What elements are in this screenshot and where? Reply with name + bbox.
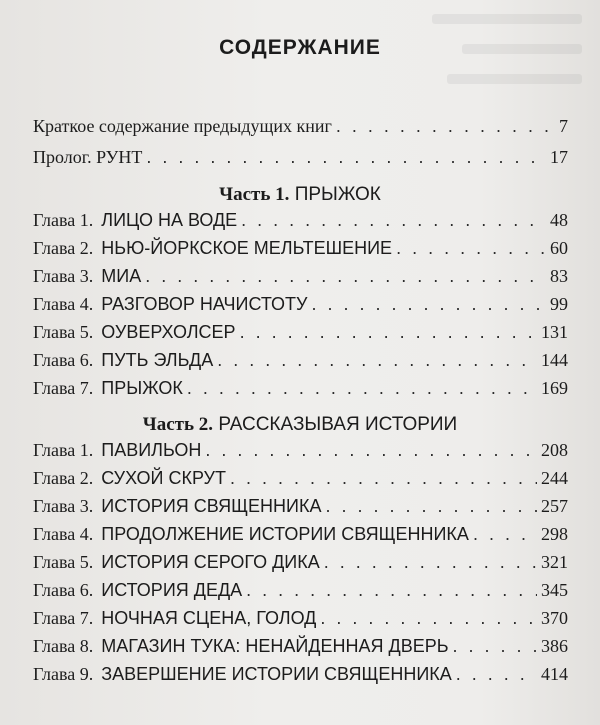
bleed-through-mark xyxy=(432,14,582,24)
leader-dots xyxy=(205,440,537,461)
leader-dots xyxy=(320,608,537,629)
part-label: Часть 2. xyxy=(142,414,214,435)
chapter-title: ПРОДОЛЖЕНИЕ ИСТОРИИ СВЯЩЕННИКА xyxy=(101,524,469,544)
page-number: 7 xyxy=(559,116,568,136)
page-number: 131 xyxy=(541,322,568,342)
page-number: 208 xyxy=(541,440,568,460)
toc-entry-chapter[interactable] xyxy=(33,580,568,606)
toc-entry-chapter[interactable] xyxy=(33,210,568,236)
chapter-title: ПРЫЖОК xyxy=(101,378,183,398)
chapter-title: НЬЮ-ЙОРКСКОЕ МЕЛЬТЕШЕНИЕ xyxy=(101,238,393,258)
page-number: 144 xyxy=(541,350,568,370)
page-number: 60 xyxy=(550,238,568,258)
leader-dots xyxy=(324,552,537,573)
part-heading xyxy=(0,184,600,206)
toc-entry-chapter[interactable] xyxy=(33,664,568,690)
chapter-title: ИСТОРИЯ ДЕДА xyxy=(101,580,243,600)
chapter-label: Глава 4. xyxy=(33,524,94,544)
chapter-title: ЗАВЕРШЕНИЕ ИСТОРИИ СВЯЩЕННИКА xyxy=(101,664,452,684)
leader-dots xyxy=(456,664,537,685)
part-title: РАССКАЗЫВАЯ ИСТОРИИ xyxy=(218,414,458,435)
toc-entry-prologue[interactable] xyxy=(33,147,568,173)
chapter-label: Глава 6. xyxy=(33,580,94,600)
chapter-label: Глава 7. xyxy=(33,378,94,398)
toc-entry-chapter[interactable] xyxy=(33,350,568,376)
chapter-label: Глава 1. xyxy=(33,210,94,230)
toc-entry-chapter[interactable] xyxy=(33,238,568,264)
leader-dots xyxy=(145,266,546,287)
leader-dots xyxy=(325,496,537,517)
leader-dots xyxy=(241,210,546,231)
toc-entry-chapter[interactable] xyxy=(33,524,568,550)
entry-title: Пролог. РУНТ xyxy=(33,147,143,167)
chapter-label: Глава 2. xyxy=(33,468,94,488)
chapter-label: Глава 3. xyxy=(33,496,94,516)
page-number: 345 xyxy=(541,580,568,600)
leader-dots xyxy=(336,116,555,137)
chapter-title: ОУВЕРХОЛСЕР xyxy=(101,322,236,342)
chapter-label: Глава 3. xyxy=(33,266,94,286)
chapter-title: ПУТЬ ЭЛЬДА xyxy=(101,350,214,370)
chapter-label: Глава 4. xyxy=(33,294,94,314)
page-number: 99 xyxy=(550,294,568,314)
chapter-title: ЛИЦО НА ВОДЕ xyxy=(101,210,238,230)
chapter-title: МИА xyxy=(101,266,142,286)
toc-entry-summary[interactable] xyxy=(33,116,568,142)
toc-entry-chapter[interactable] xyxy=(33,378,568,404)
part-label: Часть 1. xyxy=(219,184,290,205)
chapter-title: ИСТОРИЯ СВЯЩЕННИКА xyxy=(101,496,322,516)
toc-entry-chapter[interactable] xyxy=(33,468,568,494)
chapter-title: НОЧНАЯ СЦЕНА, ГОЛОД xyxy=(101,608,317,628)
toc-entry-chapter[interactable] xyxy=(33,552,568,578)
chapter-label: Глава 2. xyxy=(33,238,94,258)
chapter-title: СУХОЙ СКРУТ xyxy=(101,468,226,488)
toc-entry-chapter[interactable] xyxy=(33,496,568,522)
page-number: 244 xyxy=(541,468,568,488)
part-title: ПРЫЖОК xyxy=(294,184,381,205)
chapter-label: Глава 7. xyxy=(33,608,94,628)
chapter-title: ПАВИЛЬОН xyxy=(101,440,202,460)
leader-dots xyxy=(311,294,546,315)
toc-entry-chapter[interactable] xyxy=(33,636,568,662)
chapter-label: Глава 9. xyxy=(33,664,94,684)
chapter-title: РАЗГОВОР НАЧИСТОТУ xyxy=(101,294,308,314)
toc-entry-chapter[interactable] xyxy=(33,294,568,320)
leader-dots xyxy=(473,524,537,545)
leader-dots xyxy=(217,350,537,371)
page-number: 83 xyxy=(550,266,568,286)
chapter-label: Глава 1. xyxy=(33,440,94,460)
leader-dots xyxy=(396,238,546,259)
page-number: 298 xyxy=(541,524,568,544)
page-number: 169 xyxy=(541,378,568,398)
page-number: 48 xyxy=(550,210,568,230)
toc-entry-chapter[interactable] xyxy=(33,322,568,348)
toc-entry-chapter[interactable] xyxy=(33,440,568,466)
chapter-label: Глава 5. xyxy=(33,322,94,342)
leader-dots xyxy=(230,468,537,489)
leader-dots xyxy=(240,322,537,343)
chapter-label: Глава 8. xyxy=(33,636,94,656)
chapter-label: Глава 6. xyxy=(33,350,94,370)
chapter-title: ИСТОРИЯ СЕРОГО ДИКА xyxy=(101,552,320,572)
toc-title: СОДЕРЖАНИЕ xyxy=(219,36,381,59)
toc-entry-chapter[interactable] xyxy=(33,608,568,634)
page-number: 370 xyxy=(541,608,568,628)
leader-dots xyxy=(187,378,537,399)
chapter-label: Глава 5. xyxy=(33,552,94,572)
leader-dots xyxy=(453,636,537,657)
leader-dots xyxy=(146,147,546,168)
part-heading xyxy=(0,414,600,436)
entry-title: Краткое содержание предыдущих книг xyxy=(33,116,332,136)
page-number: 414 xyxy=(541,664,568,684)
page-number: 257 xyxy=(541,496,568,516)
page-number: 386 xyxy=(541,636,568,656)
toc-entry-chapter[interactable] xyxy=(33,266,568,292)
leader-dots xyxy=(246,580,537,601)
page-number: 321 xyxy=(541,552,568,572)
chapter-title: МАГАЗИН ТУКА: НЕНАЙДЕННАЯ ДВЕРЬ xyxy=(101,636,449,656)
bleed-through-mark xyxy=(447,74,582,84)
page-number: 17 xyxy=(550,147,568,167)
